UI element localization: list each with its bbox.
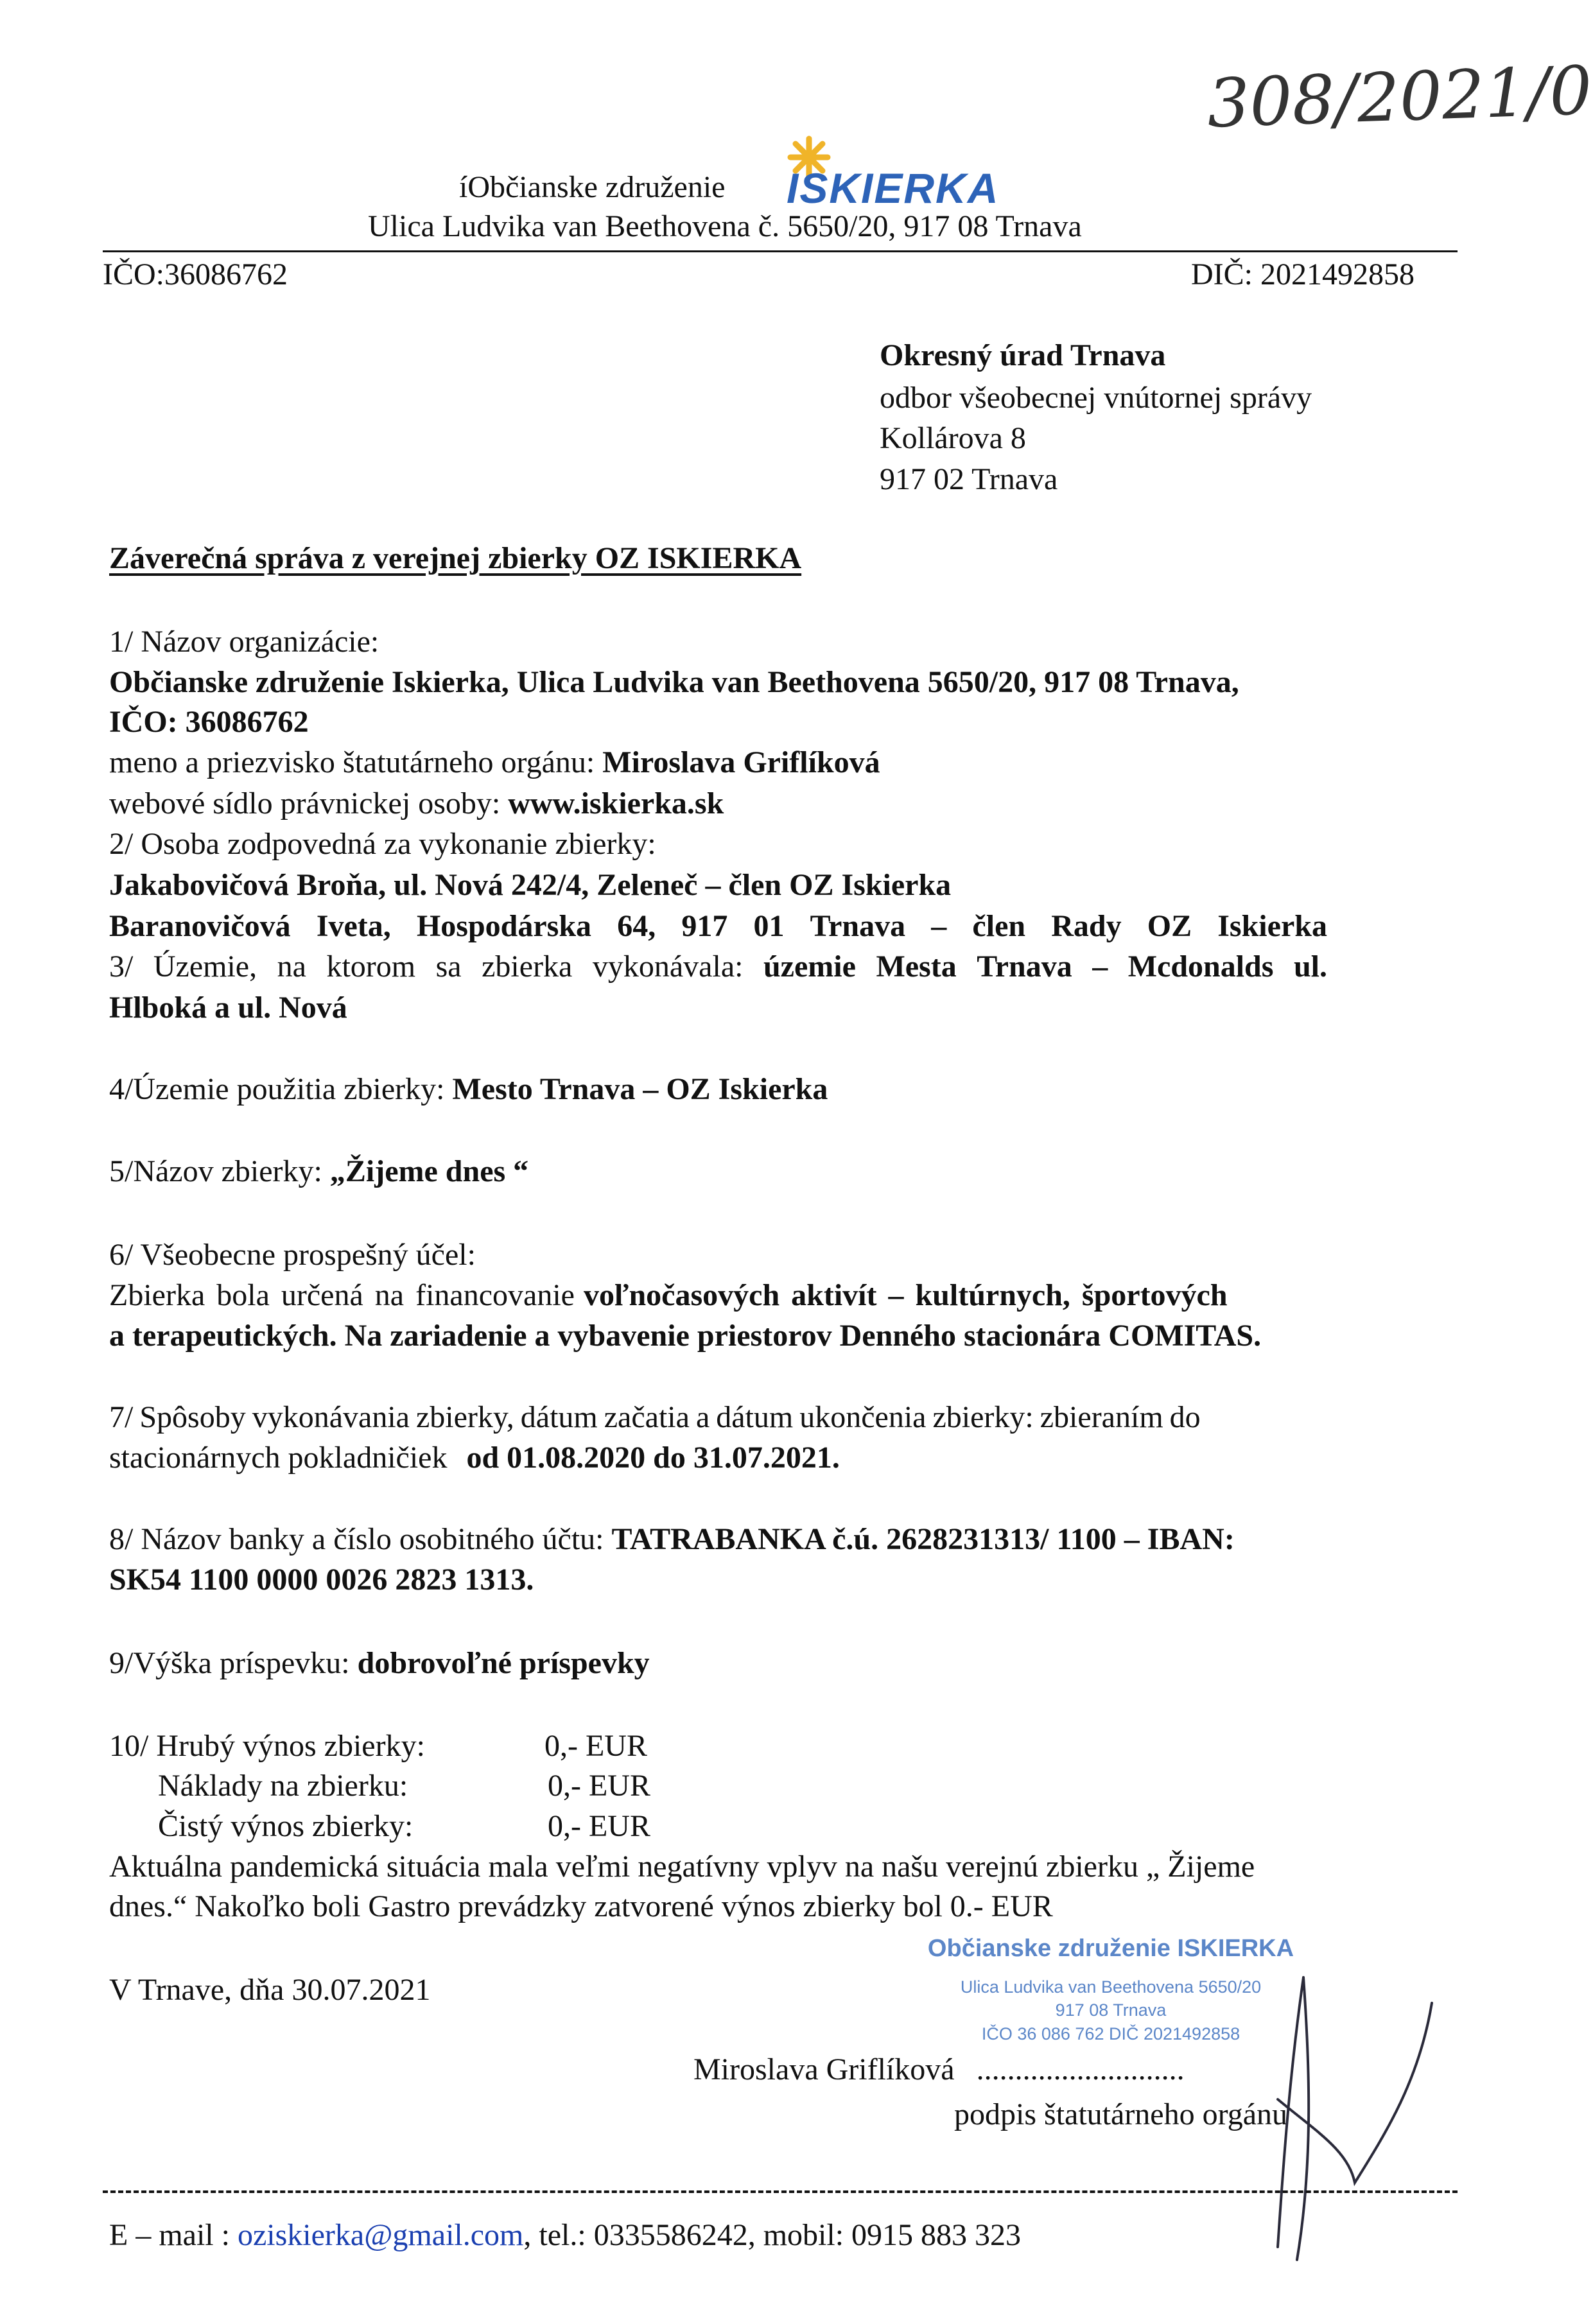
s1-org: Občianske združenie Iskierka, Ulica Ludvika van Beethovena 5650/20, 917 08 Trnava, [109,665,1239,699]
header-dic: DIČ: 2021492858 [1191,257,1415,291]
s2-w3: 64, [617,909,656,943]
s3-l5: zbierka [482,950,573,984]
s5-value: „Žijeme dnes “ [329,1154,529,1188]
header-org-prefix: íObčianske združenie [459,170,726,204]
handwritten-signature [1258,1939,1451,2273]
s2-w11: Iskierka [1217,909,1327,943]
s4-value: Mesto Trnava – OZ Iskierka [452,1072,828,1106]
s7-line2-plain: stacionárnych pokladničiek [109,1441,448,1475]
s10-row1-label: 10/ Hrubý výnos zbierky: [109,1729,425,1763]
handwritten-reference: 308/2021/0 [1206,51,1593,143]
s2-label: 2/ Osoba zodpovedná za vykonanie zbierky: [109,827,656,861]
s9-label: 9/Výška príspevku: [109,1646,350,1680]
footer-email-label: E – mail : [109,2218,230,2252]
s10-row3-value: 0,- EUR [548,1809,650,1843]
s3-v0: územie [763,950,856,984]
s9-value: dobrovoľné príspevky [357,1646,650,1680]
s3-line1 [109,948,1327,986]
footer-phones: , tel.: 0335586242, mobil: 0915 883 323 [523,2218,1022,2252]
s2-w9: Rady [1051,909,1122,943]
s9 [109,1644,650,1683]
s3-l2: na [277,950,306,984]
footer-email-link[interactable]: oziskierka@gmail.com [237,2218,524,2252]
organization-stamp [912,1932,1310,2047]
s6-line2: a terapeutických. Na zariadenie a vybavenie priestorov Denného stacionára COMITAS. [109,1319,1262,1353]
s2-w2: Hospodárska [416,909,592,943]
footer-divider [103,2190,1458,2193]
s1-statutory-label: meno a priezvisko štatutárneho orgánu: [109,745,595,779]
s3-l6: vykonávala: [592,950,744,984]
s5 [109,1152,528,1191]
s1-web [109,785,724,823]
recipient-department: odbor všeobecnej vnútornej správy [880,381,1312,415]
s1-ico: IČO: 36086762 [109,705,309,739]
s3-l3: ktorom [326,950,416,984]
recipient-name: Okresný úrad Trnava [880,338,1166,372]
s3-v1: Mesta [876,950,957,984]
stamp-line4: IČO 36 086 762 DIČ 2021492858 [981,2024,1240,2043]
s6-line1-bold: voľnočasových aktivít – kultúrnych, športových [583,1278,1228,1312]
stamp-line2: Ulica Ludvika van Beethovena 5650/20 [960,1977,1262,1997]
s2-w10: OZ [1147,909,1192,943]
s2-w6: Trnava [810,909,906,943]
footer-contact [109,2216,1021,2255]
s1-web-label: webové sídlo právnickej osoby: [109,786,501,820]
s6-line1-plain: Zbierka bola určená na financovanie [109,1278,575,1312]
s8-line1-bold: TATRABANKA č.ú. 2628231313/ 1100 – IBAN: [611,1522,1235,1556]
s3-v2: Trnava [977,950,1072,984]
place-date: V Trnave, dňa 30.07.2021 [109,1973,431,2007]
header-rule [103,250,1458,252]
s7-line1: 7/ Spôsoby vykonávania zbierky, dátum začatia a dátum ukončenia zbierky: zbieraním do [109,1400,1201,1434]
s2-w7: – [931,909,947,943]
s2-w4: 917 [681,909,728,943]
s10-row2-label: Náklady na zbierku: [158,1769,408,1803]
s1-statutory [109,743,880,782]
s3-v3: – [1092,950,1108,984]
s6-label: 6/ Všeobecne prospešný účel: [109,1238,476,1272]
header-ico: IČO:36086762 [103,257,288,291]
recipient-street: Kollárova 8 [880,421,1026,455]
logo-wordmark: ISKIERKA [787,164,1000,212]
s2-w0: Baranovičová [109,909,291,943]
s8-line2: SK54 1100 0000 0026 2823 1313. [109,1563,534,1597]
stamp-line1: Občianske združenie ISKIERKA [927,1935,1294,1962]
s1-web-value: www.iskierka.sk [508,786,724,820]
s1-label: 1/ Názov organizácie: [109,625,379,659]
s1-statutory-value: Miroslava Griflíková [602,745,880,779]
s2-person1: Jakabovičová Broňa, ul. Nová 242/4, Zeleneč – člen OZ Iskierka [109,868,952,902]
s2-w8: člen [972,909,1026,943]
header-address: Ulica Ludvika van Beethovena č. 5650/20, 917 08 Trnava [368,209,1082,243]
s3-v5: ul. [1293,950,1327,984]
s3-l0: 3/ [109,950,134,984]
s2-w1: Iveta, [316,909,391,943]
s10-row2-value: 0,- EUR [548,1769,650,1803]
s4-label: 4/Územie použitia zbierky: [109,1072,445,1106]
signature-dots: ........................... [976,2052,1185,2086]
signatory-name [693,2051,1185,2089]
s8-line1 [109,1520,1235,1559]
s3-line2: Hlboká a ul. Nová [109,991,347,1025]
s10-row1-value: 0,- EUR [544,1729,647,1763]
stamp-line3: 917 08 Trnava [1055,2000,1167,2020]
s6-line1 [109,1276,1327,1315]
recipient-city: 917 02 Trnava [880,462,1058,496]
s2-person2 [109,907,1327,946]
s2-w5: 01 [753,909,785,943]
s3-l4: sa [435,950,462,984]
s7-line2 [109,1439,840,1477]
report-title: Záverečná správa z verejnej zbierky OZ ISKIERKA [109,541,802,575]
s4 [109,1070,828,1109]
s10-note-line2: dnes.“ Nakoľko boli Gastro prevádzky zatvorené výnos zbierky bol 0.- EUR [109,1889,1053,1923]
s7-line2-bold: od 01.08.2020 do 31.07.2021. [466,1441,840,1475]
s8-line1-plain: 8/ Názov banky a číslo osobitného účtu: [109,1522,604,1556]
s3-v4: Mcdonalds [1127,950,1274,984]
signatory-name-text: Miroslava Griflíková [693,2052,955,2086]
s5-label: 5/Názov zbierky: [109,1154,322,1188]
s3-l1: Územie, [153,950,257,984]
signature-role: podpis štatutárneho orgánu [954,2097,1288,2131]
s10-note-line1: Aktuálna pandemická situácia mala veľmi negatívny vplyv na našu verejnú zbierku „ Žijeme [109,1850,1255,1884]
s10-row3-label: Čistý výnos zbierky: [158,1809,413,1843]
